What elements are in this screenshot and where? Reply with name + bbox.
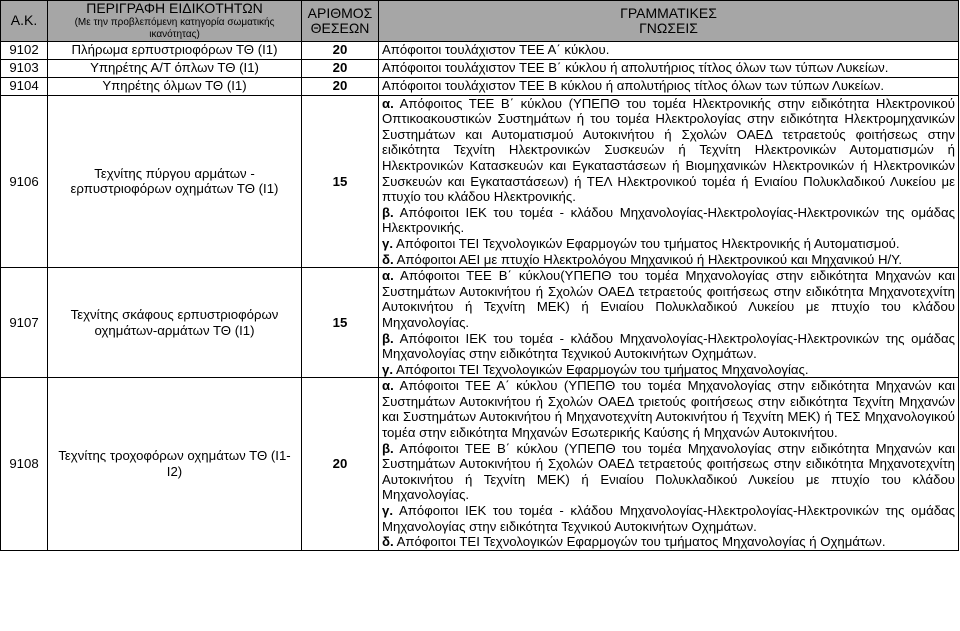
row-specialty: Πλήρωμα ερπυστριοφόρων ΤΘ (Ι1) bbox=[48, 41, 302, 59]
row-code: 9108 bbox=[1, 378, 48, 551]
row-code: 9106 bbox=[1, 95, 48, 268]
row-requirements: Απόφοιτοι τουλάχιστον ΤΕΕ Α΄ κύκλου. bbox=[379, 41, 959, 59]
requirement-item: β. Απόφοιτοι ΤΕΕ Β΄ κύκλου (ΥΠΕΠΘ του τομέα Μηχανολογίας στην ειδικότητα Μηχανών και Συστημάτων Αυτοκινήτου ή Σχολών ΟΑΕΔ τετραετούς φοιτήσεως στην ειδικότητα Μηχανοτεχνίτη Αυτοκινήτου ή Τεχνίτη ΜΕΚ) ή Ενιαίου Πολυκλαδικού Λυκείου με πτυχίο του κλάδου Μηχανολογίας. bbox=[382, 440, 955, 503]
row-requirements: Απόφοιτοι τουλάχιστον ΤΕΕ Β κύκλου ή απολυτήριος τίτλος όλων των τύπων Λυκείων. bbox=[379, 77, 959, 95]
requirement-item: α. Απόφοιτοι ΤΕΕ Β΄ κύκλου(ΥΠΕΠΘ του τομέα Μηχανολογίας στην ειδικότητα Μηχανών και Συστημάτων Αυτοκινήτου ή Σχολών ΟΑΕΔ τετραετούς φοιτήσεως στην ειδικότητα Μηχανοτεχνίτη Αυτοκινήτου ή Τεχνίτη ΜΕΚ) ή Ενιαίου Πολυκλαδικού Λυκείου με πτυχίο του κλάδου Μηχανολογίας. bbox=[382, 268, 956, 330]
header-specialty-title: ΠΕΡΙΓΡΑΦΗ ΕΙΔΙΚΟΤΗΤΩΝ bbox=[86, 0, 263, 16]
table-header-row bbox=[1, 1, 959, 42]
row-specialty: Τεχνίτης τροχοφόρων οχημάτων ΤΘ (Ι1-Ι2) bbox=[48, 378, 302, 551]
table-row bbox=[1, 59, 959, 77]
row-requirements bbox=[379, 95, 959, 268]
row-specialty: Υπηρέτης Α/Τ όπλων ΤΘ (Ι1) bbox=[48, 59, 302, 77]
row-code: 9104 bbox=[1, 77, 48, 95]
row-code: 9102 bbox=[1, 41, 48, 59]
table-row bbox=[1, 41, 959, 59]
row-code: 9107 bbox=[1, 268, 48, 378]
requirement-item: β. Απόφοιτοι ΙΕΚ του τομέα - κλάδου Μηχανολογίας-Ηλεκτρολογίας-Ηλεκτρονικών της ομάδας Μηχανολογίας στην ειδικότητα Τεχνικού Αυτοκινήτων Οχημάτων. bbox=[382, 330, 955, 362]
row-positions: 20 bbox=[302, 59, 379, 77]
requirement-item: α. Απόφοιτος ΤΕΕ Β΄ κύκλου (ΥΠΕΠΘ του τομέα Ηλεκτρονικής στην ειδικότητα Ηλεκτρονικού Οπτικοακουστικών Συστημάτων ή του τομέα Ηλεκτρολογίας στην ειδικότητα Ηλεκτρομηχανικών Συστημάτων και Αυτοματισμού Αυτοκινήτου ή Σχολών ΟΑΕΔ τετραετούς φοιτήσεως στην ειδικότητα Τεχνίτη Ηλεκτρονικών Συσκευών ή Τεχνίτη Ηλεκτρονικών Αυτοματισμών ή Ηλεκτρονικών Κατασκευών και Εγκαταστάσεων ή Βιομηχανικών Ηλεκτρονικών ή Ηλεκτρονικών Συσκευών και Εγκαταστάσεων) ή ΤΕΛ Ηλεκτρονικού τομέα ή Ενιαίου Πολυκλαδικού Λυκείου με πτυχίο του κλάδου Ηλεκτρονικής. bbox=[382, 95, 955, 205]
table-row bbox=[1, 378, 959, 551]
header-specialty bbox=[48, 1, 302, 42]
requirement-item: γ. Απόφοιτοι ΤΕΙ Τεχνολογικών Εφαρμογών του τμήματος Μηχανολογίας. bbox=[382, 361, 809, 377]
table-row bbox=[1, 95, 959, 268]
requirement-item: γ. Απόφοιτοι ΙΕΚ του τομέα - κλάδου Μηχανολογίας-Ηλεκτρολογίας-Ηλεκτρονικών της ομάδας Μηχανολογίας στην ειδικότητα Τεχνικού Αυτοκινήτων Οχημάτων. bbox=[382, 503, 956, 534]
row-specialty: Υπηρέτης όλμων ΤΘ (Ι1) bbox=[48, 77, 302, 95]
table-row bbox=[1, 268, 959, 378]
row-positions: 20 bbox=[302, 41, 379, 59]
requirement-item: β. Απόφοιτοι ΙΕΚ του τομέα - κλάδου Μηχανολογίας-Ηλεκτρολογίας-Ηλεκτρονικών της ομάδας Ηλεκτρονικής. bbox=[382, 204, 955, 236]
header-code: Α.Κ. bbox=[1, 1, 48, 42]
row-code: 9103 bbox=[1, 59, 48, 77]
requirement-item: γ. Απόφοιτοι ΤΕΙ Τεχνολογικών Εφαρμογών του τμήματος Ηλεκτρονικής ή Αυτοματισμού. bbox=[382, 235, 900, 251]
row-specialty: Τεχνίτης σκάφους ερπυστριοφόρων οχημάτων-αρμάτων ΤΘ (Ι1) bbox=[48, 268, 302, 378]
row-positions: 15 bbox=[302, 268, 379, 378]
table-row bbox=[1, 77, 959, 95]
header-positions: ΑΡΙΘΜΟΣ ΘΕΣΕΩΝ bbox=[302, 1, 379, 42]
row-requirements bbox=[379, 378, 959, 551]
row-positions: 20 bbox=[302, 77, 379, 95]
row-specialty: Τεχνίτης πύργου αρμάτων - ερπυστριοφόρων οχημάτων ΤΘ (Ι1) bbox=[48, 95, 302, 268]
header-requirements: ΓΡΑΜΜΑΤΙΚΕΣ ΓΝΩΣΕΙΣ bbox=[379, 1, 959, 42]
row-positions: 15 bbox=[302, 95, 379, 268]
requirement-item: δ. Απόφοιτοι ΑΕΙ με πτυχίο Ηλεκτρολόγου Μηχανικού ή Ηλεκτρονικού και Μηχανικού Η/Υ. bbox=[382, 251, 902, 267]
row-requirements: Απόφοιτοι τουλάχιστον ΤΕΕ Β΄ κύκλου ή απολυτήριος τίτλος όλων των τύπων Λυκείων. bbox=[379, 59, 959, 77]
header-specialty-subtitle: (Με την προβλεπόμενη κατηγορία σωματικής ικανότητας) bbox=[74, 16, 275, 40]
row-positions: 20 bbox=[302, 378, 379, 551]
requirement-item: α. Απόφοιτοι ΤΕΕ Α΄ κύκλου (ΥΠΕΠΘ του τομέα Μηχανολογίας στην ειδικότητα Μηχανών και Συστημάτων Αυτοκινήτου ή Σχολών ΟΑΕΔ τριετούς φοιτήσεως στην ειδικότητα Τεχνίτη Μηχανών και Συστημάτων Αυτοκινήτου ή Μηχανοτεχνίτη Αυτοκινήτου ή Τεχνίτη ΜΕΚ) ή ΤΕΣ Μηχανολογικού τομέα στην ειδικότητα Μηχανών Εσωτερικής Καύσης ή Μηχανών Αυτοκινήτου. bbox=[382, 378, 956, 441]
row-requirements bbox=[379, 268, 959, 378]
requirement-item: δ. Απόφοιτοι ΤΕΙ Τεχνολογικών Εφαρμογών του τμήματος Μηχανολογίας ή Οχημάτων. bbox=[382, 534, 886, 550]
